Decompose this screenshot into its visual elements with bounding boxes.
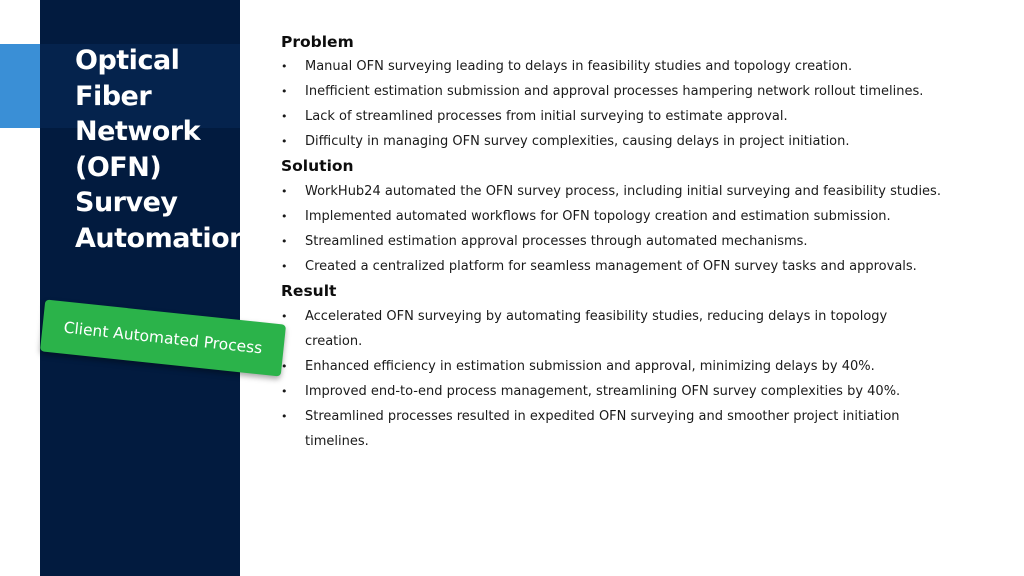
solution-list [281, 179, 981, 279]
slide-title [75, 43, 275, 256]
list-item: • Enhanced efficiency in estimation submission and approval, minimizing delays by 40%. [281, 354, 981, 379]
list-item: • Created a centralized platform for seamless management of OFN survey tasks and approvals. [281, 254, 981, 279]
list-item: • Streamlined estimation approval processes through automated mechanisms. [281, 229, 981, 254]
problem-heading: Problem [281, 33, 354, 51]
title-line: Fiber [75, 80, 152, 112]
list-item: • Accelerated OFN surveying by automating feasibility studies, reducing delays in topology creation. [281, 304, 945, 354]
list-item: • Lack of streamlined processes from initial surveying to estimate approval. [281, 104, 981, 129]
list-item: • Improved end-to-end process management, streamlining OFN survey complexities by 40%. [281, 379, 981, 404]
title-line: (OFN) [75, 151, 162, 183]
result-heading: Result [281, 282, 337, 300]
problem-list [281, 54, 981, 154]
badge-label: Client Automated Process [62, 318, 264, 357]
list-item: • Manual OFN surveying leading to delays in feasibility studies and topology creation. [281, 54, 981, 79]
accent-block [0, 44, 40, 128]
result-list [281, 304, 981, 454]
list-item: • Implemented automated workflows for OFN topology creation and estimation submission. [281, 204, 981, 229]
list-item: • Inefficient estimation submission and approval processes hampering network rollout timelines. [281, 79, 981, 104]
title-line: Survey [75, 187, 178, 218]
list-item: • Difficulty in managing OFN survey complexities, causing delays in project initiation. [281, 129, 981, 154]
title-line: Network [75, 116, 201, 147]
title-line: Automation [75, 222, 248, 254]
list-item: • WorkHub24 automated the OFN survey process, including initial surveying and feasibility studies. [281, 179, 945, 204]
content-area [281, 30, 981, 454]
solution-heading: Solution [281, 157, 354, 175]
list-item: • Streamlined processes resulted in expedited OFN surveying and smoother project initiation timelines. [281, 404, 945, 454]
title-line: Optical [75, 45, 180, 76]
